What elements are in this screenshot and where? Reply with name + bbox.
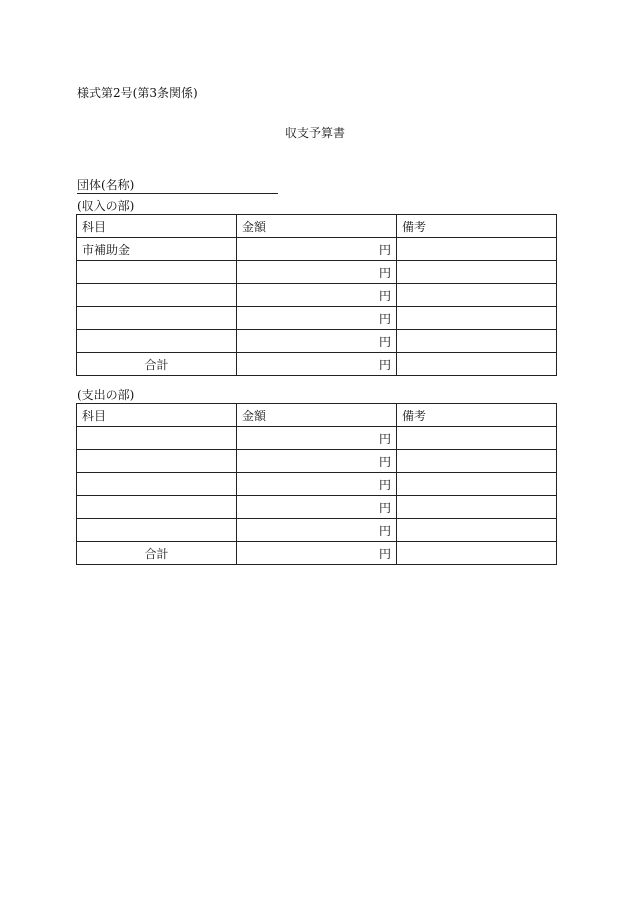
income-table bbox=[76, 214, 557, 376]
table-row bbox=[77, 238, 557, 261]
subject-cell[interactable] bbox=[77, 473, 237, 496]
amount-cell[interactable]: 円 bbox=[237, 496, 397, 519]
note-cell[interactable] bbox=[397, 284, 557, 307]
column-header-note: 備考 bbox=[397, 215, 557, 238]
total-label: 合計 bbox=[77, 353, 237, 376]
amount-cell[interactable]: 円 bbox=[237, 473, 397, 496]
income-section-label: (収入の部) bbox=[77, 199, 135, 213]
table-row bbox=[77, 496, 557, 519]
table-row bbox=[77, 330, 557, 353]
organization-label: 団体(名称) bbox=[77, 178, 135, 192]
total-note-cell[interactable] bbox=[397, 542, 557, 565]
table-row bbox=[77, 261, 557, 284]
amount-cell[interactable]: 円 bbox=[237, 427, 397, 450]
document-title: 収支予算書 bbox=[284, 126, 345, 140]
subject-cell[interactable] bbox=[77, 519, 237, 542]
amount-cell[interactable]: 円 bbox=[237, 238, 397, 261]
column-header-amount: 金額 bbox=[237, 404, 397, 427]
table-row bbox=[77, 519, 557, 542]
note-cell[interactable] bbox=[397, 238, 557, 261]
table-row bbox=[77, 284, 557, 307]
expense-section-label: (支出の部) bbox=[77, 388, 135, 402]
note-cell[interactable] bbox=[397, 330, 557, 353]
note-cell[interactable] bbox=[397, 450, 557, 473]
subject-cell[interactable] bbox=[77, 496, 237, 519]
note-cell[interactable] bbox=[397, 519, 557, 542]
amount-cell[interactable]: 円 bbox=[237, 284, 397, 307]
total-row bbox=[77, 542, 557, 565]
total-row bbox=[77, 353, 557, 376]
note-cell[interactable] bbox=[397, 261, 557, 284]
table-header-row bbox=[77, 404, 557, 427]
total-note-cell[interactable] bbox=[397, 353, 557, 376]
column-header-note: 備考 bbox=[397, 404, 557, 427]
amount-cell[interactable]: 円 bbox=[237, 330, 397, 353]
column-header-amount: 金額 bbox=[237, 215, 397, 238]
note-cell[interactable] bbox=[397, 307, 557, 330]
note-cell[interactable] bbox=[397, 473, 557, 496]
note-cell[interactable] bbox=[397, 427, 557, 450]
column-header-subject: 科目 bbox=[77, 404, 237, 427]
amount-cell[interactable]: 円 bbox=[237, 307, 397, 330]
organization-name-field[interactable] bbox=[77, 178, 278, 194]
note-cell[interactable] bbox=[397, 496, 557, 519]
subject-cell[interactable]: 市補助金 bbox=[77, 238, 237, 261]
amount-cell[interactable]: 円 bbox=[237, 450, 397, 473]
form-number: 様式第2号(第3条関係) bbox=[77, 86, 198, 100]
subject-cell[interactable] bbox=[77, 261, 237, 284]
table-header-row bbox=[77, 215, 557, 238]
total-label: 合計 bbox=[77, 542, 237, 565]
subject-cell[interactable] bbox=[77, 450, 237, 473]
amount-cell[interactable]: 円 bbox=[237, 261, 397, 284]
subject-cell[interactable] bbox=[77, 330, 237, 353]
column-header-subject: 科目 bbox=[77, 215, 237, 238]
total-amount-cell[interactable]: 円 bbox=[237, 542, 397, 565]
table-row bbox=[77, 473, 557, 496]
subject-cell[interactable] bbox=[77, 307, 237, 330]
table-row bbox=[77, 307, 557, 330]
table-row bbox=[77, 450, 557, 473]
amount-cell[interactable]: 円 bbox=[237, 519, 397, 542]
expense-table bbox=[76, 403, 557, 565]
subject-cell[interactable] bbox=[77, 284, 237, 307]
total-amount-cell[interactable]: 円 bbox=[237, 353, 397, 376]
table-row bbox=[77, 427, 557, 450]
subject-cell[interactable] bbox=[77, 427, 237, 450]
